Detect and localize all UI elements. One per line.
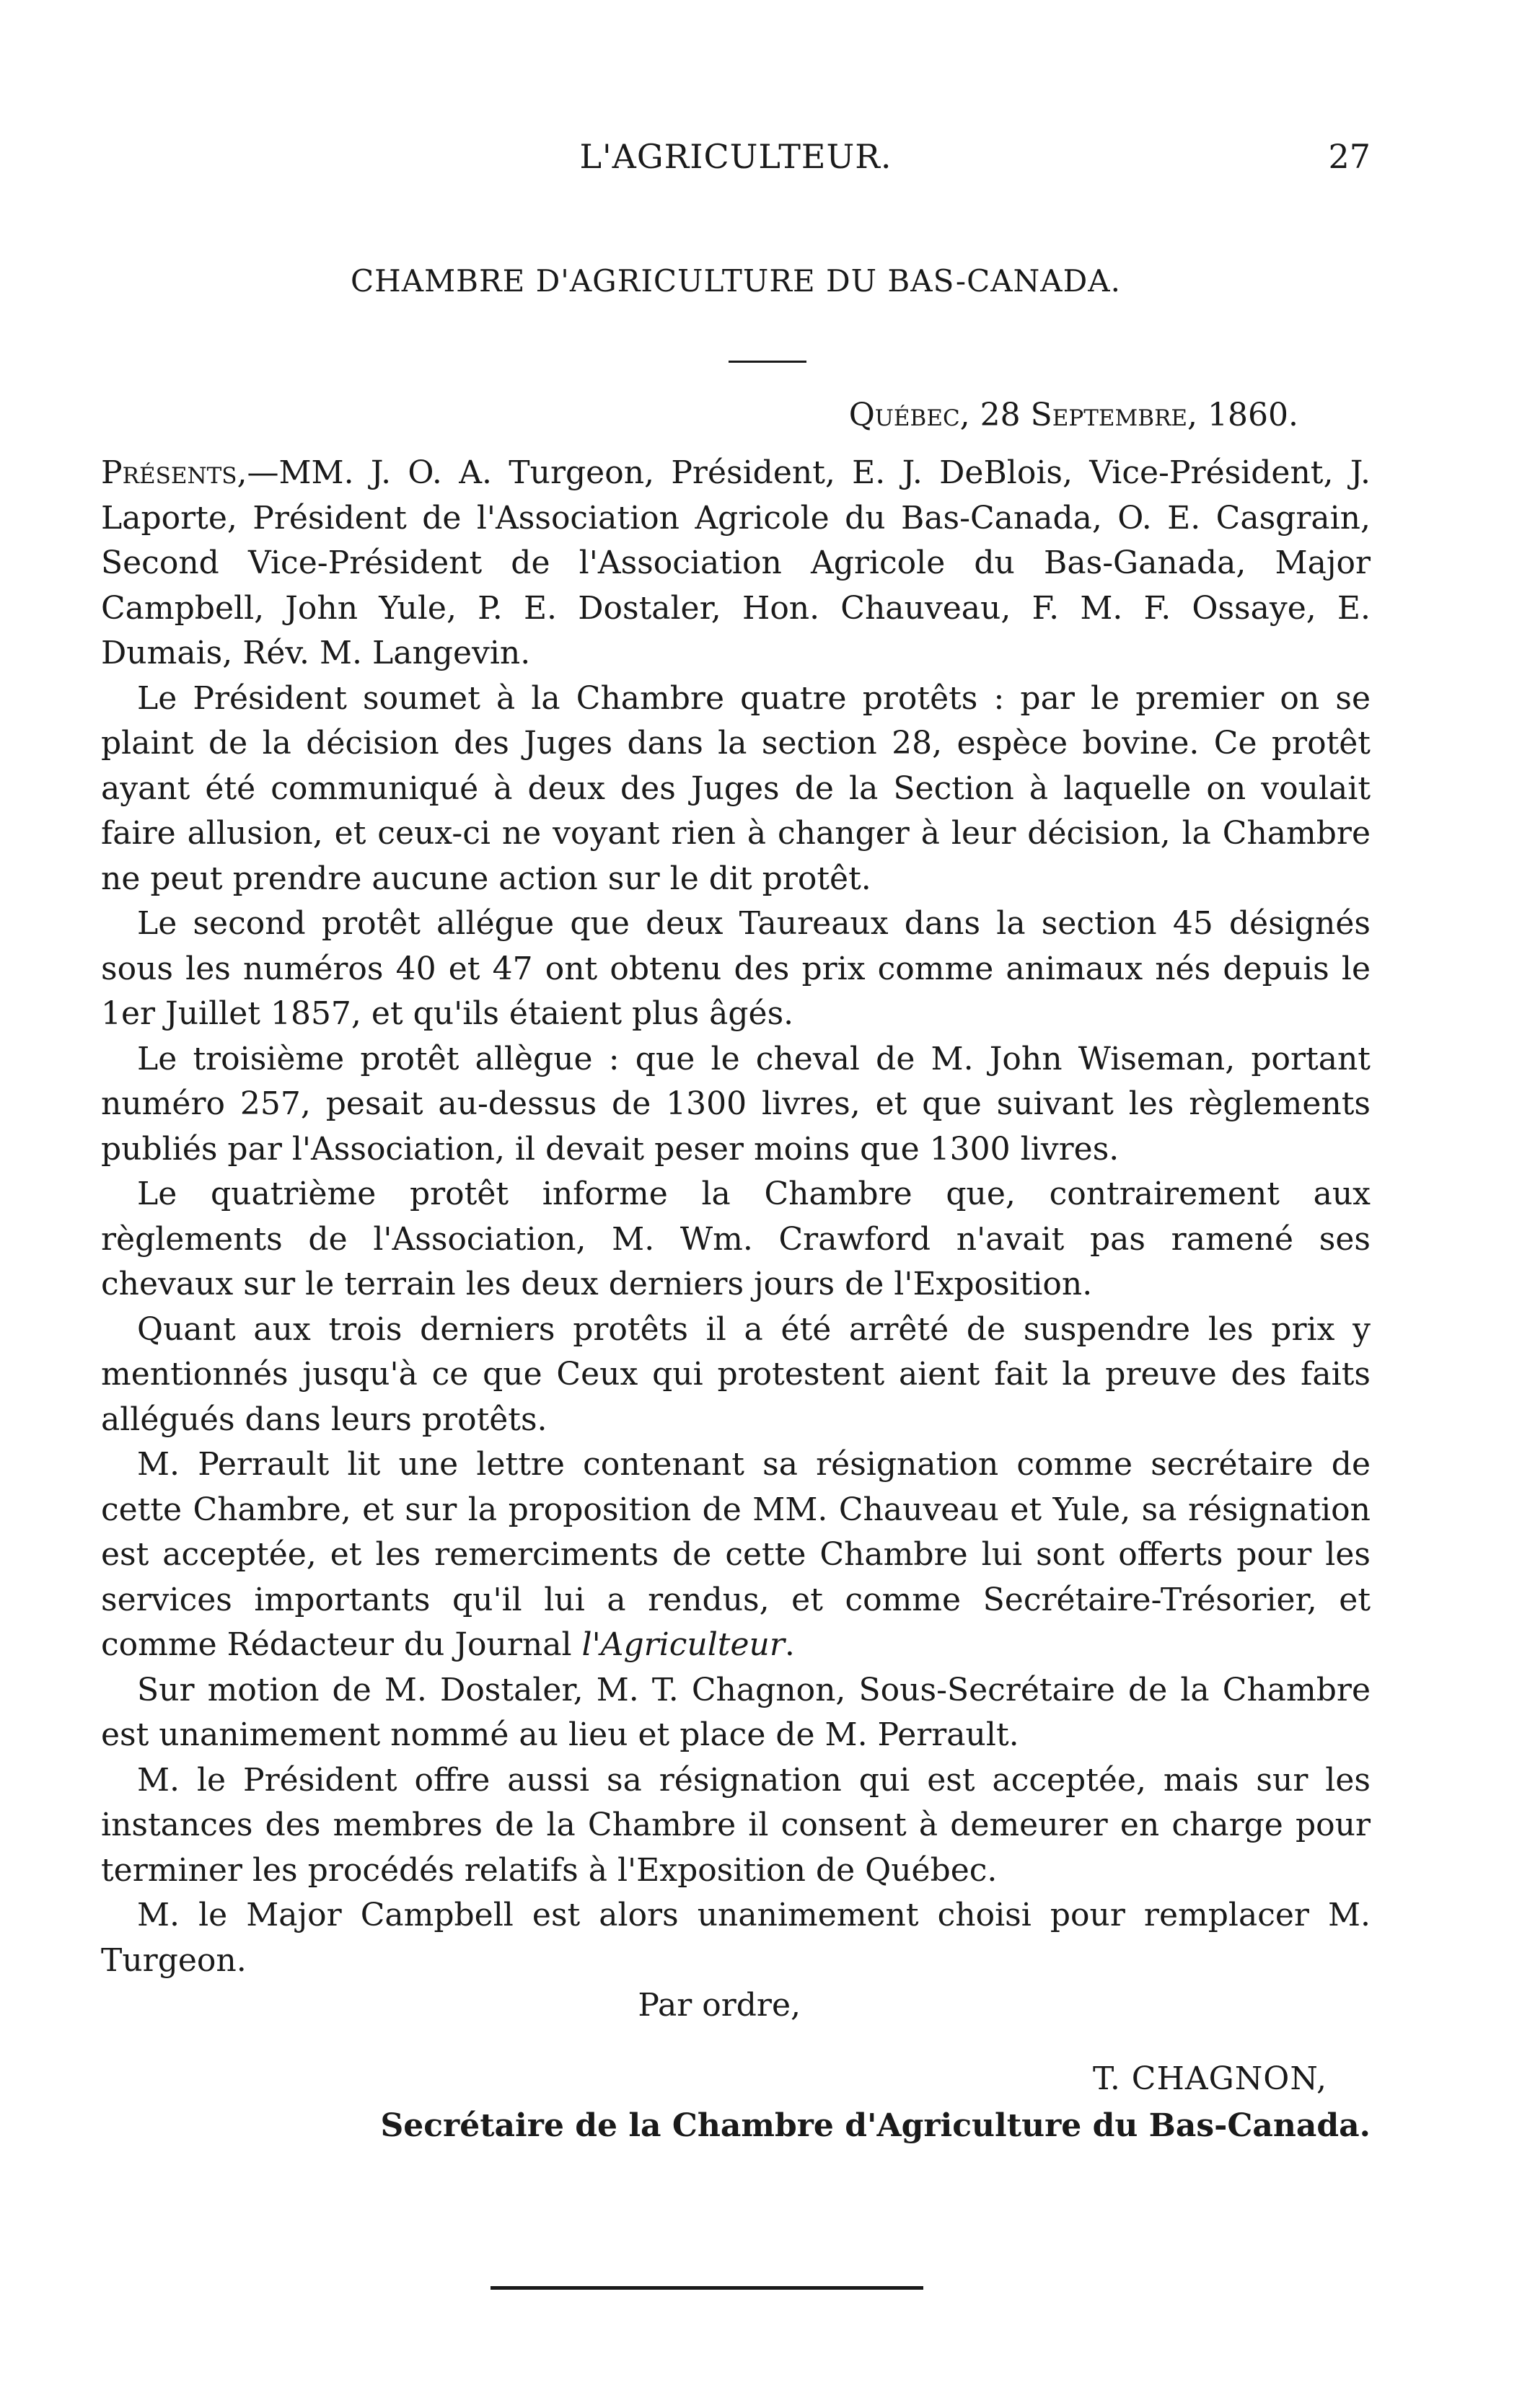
by-order-text: Par ordre, (638, 1987, 801, 2024)
journal-title: l'Agriculteur (581, 1626, 785, 1663)
perrault-resignation-paragraph (101, 1442, 1371, 1668)
running-title: L'AGRICULTEUR. (579, 137, 892, 176)
minutes-body (101, 451, 1371, 2029)
protest-paragraph-4: Le quatrième protêt informe la Chambre que, contrairement aux règlements de l'Association, M. Wm. Crawford n'avait pas ramené ses chevaux sur le terrain les deux derniers jours de l'Exposition. (101, 1176, 1371, 1302)
protest-paragraph-2: Le second protêt allégue que deux Taureaux dans la section 45 désignés sous les numéros 40 et 47 ont obtenu des prix comme animaux nés depuis le 1er Juillet 1857, et qu'ils étaient plus âgés. (101, 905, 1371, 1032)
attendees-list: —MM. J. O. A. Turgeon, Président, E. J. DeBlois, Vice-Président, J. Laporte, Président de l'Association Agricole du Bas-Canada, O. E. Casgrain, Second Vice-Président de l'Association Agricole du Bas-Ganada, Major Campbell, John Yule, P. E. Dostaler, Hon. Chauveau, F. M. F. Ossaye, E. Dumais, Rév. M. Langevin. (101, 454, 1371, 671)
chagnon-appointment-paragraph: Sur motion de M. Dostaler, M. T. Chagnon, Sous-Secrétaire de la Chambre est unanimement nommé au lieu et place de M. Perrault. (101, 1671, 1371, 1753)
attendees-paragraph (101, 451, 1371, 676)
perrault-text-end: . (784, 1626, 795, 1663)
running-head (101, 137, 1371, 188)
perrault-text: M. Perrault lit une lettre contenant sa résignation comme secrétaire de cette Chambre, et sur la proposition de MM. Chauveau et Yule, sa résignation est acceptée, et les remerciments de cette Chambre lui sont offerts pour les services importants qu'il lui a rendus, et comme Secrétaire-Trésorier, et comme Rédacteur du Journal (101, 1446, 1371, 1663)
bottom-rule (491, 2286, 923, 2290)
president-resignation-paragraph: M. le Président offre aussi sa résignation qui est acceptée, mais sur les instances des membres de la Chambre il consent à demeurer en charge pour terminer les procédés relatifs à l'Exposition de Québec. (101, 1761, 1371, 1889)
signature-block (101, 2055, 1371, 2149)
dateline: Québec, 28 Septembre, 1860. (848, 397, 1298, 433)
presents-label: Présents, (101, 454, 247, 491)
section-title: CHAMBRE D'AGRICULTURE DU BAS-CANADA. (351, 263, 1121, 299)
protest-paragraph-3: Le troisième protêt allègue : que le cheval de M. John Wiseman, portant numéro 257, pesait au-dessus de 1300 livres, et que suivant les règlements publiés par l'Association, il devait peser moins que 1300 livres. (101, 1040, 1371, 1168)
page-number: 27 (1328, 137, 1371, 176)
protest-paragraph-1: Le Président soumet à la Chambre quatre protêts : par le premier on se plaint de la décision des Juges dans la section 28, espèce bovine. Ce protêt ayant été communiqué à deux des Juges de la Section à laquelle on voulait faire allusion, et ceux-ci ne voyant rien à changer à leur décision, la Chambre ne peut prendre aucune action sur le dit protêt. (101, 679, 1371, 897)
signature-role: Secrétaire de la Chambre d'Agriculture du Bas-Canada. (380, 2107, 1371, 2144)
title-rule (729, 361, 806, 363)
protest-decision-paragraph: Quant aux trois derniers protêts il a été arrêté de suspendre les prix y mentionnés jusqu'à ce que Ceux qui protestent aient fait la preuve des faits allégués dans leurs protêts. (101, 1310, 1371, 1438)
signature-name: T. CHAGNON, (1092, 2060, 1327, 2097)
order-line (101, 1983, 1371, 2029)
campbell-paragraph: M. le Major Campbell est alors unanimement choisi pour remplacer M. Turgeon. (101, 1897, 1371, 1979)
